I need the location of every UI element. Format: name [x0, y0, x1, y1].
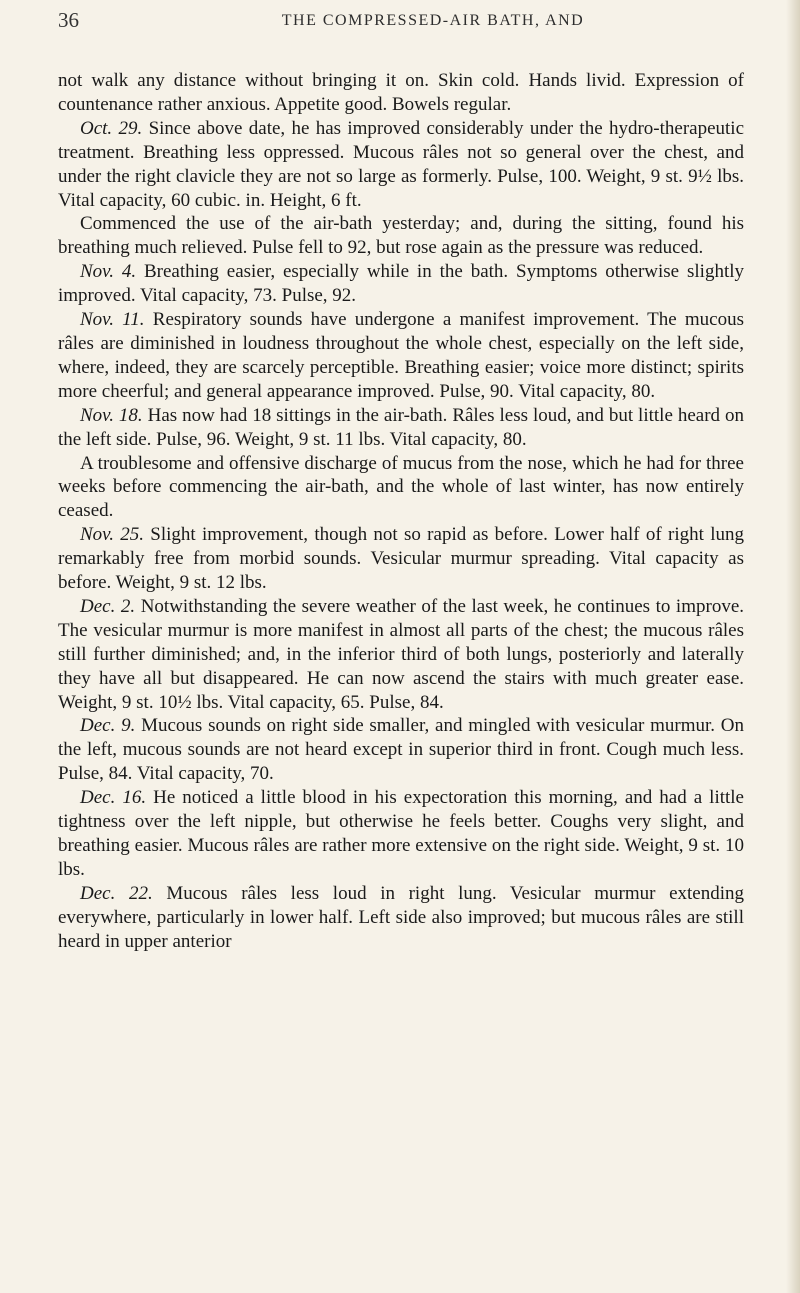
- paragraph: [58, 786, 744, 882]
- paragraph-text: Notwithstanding the severe weather of the last week, he continues to improve. The vesicular murmur is more manifest in almost all parts of the chest; the mucous râles still further diminished; and, in the inferior third of both lungs, posteriorly and laterally they have all but disappeared. He can now ascend the stairs with much greater ease. Weight, 9 st. 10½ lbs. Vital capacity, 65. Pulse, 84.: [58, 595, 745, 713]
- entry-date: Nov. 4.: [80, 261, 137, 283]
- paragraph-text: Respiratory sounds have undergone a manifest improvement. The mucous râles are diminished in loudness throughout the whole chest, especially on the left side, where, indeed, they are scarcely perceptible. Breathing easier; voice more distinct; spirits more cheerful; and general appearance improved. Pulse, 90. Vital capacity, 80.: [58, 309, 744, 402]
- paragraph-text: A troublesome and offensive discharge of mucus from the nose, which he had for three weeks before commencing the air-bath, and the whole of last winter, has now entirely ceased.: [58, 452, 744, 522]
- paragraph: [58, 452, 744, 524]
- entry-date: Dec. 9.: [80, 715, 136, 737]
- paragraph: [58, 714, 744, 786]
- paragraph: [58, 308, 744, 404]
- paragraph-text: Mucous sounds on right side smaller, and mingled with vesicular murmur. On the left, mucous sounds are not heard except in superior third in front. Cough much less. Pulse, 84. Vital capacity, 70.: [58, 715, 745, 785]
- entry-date: Dec. 2.: [80, 595, 136, 617]
- page-header: [58, 4, 748, 38]
- entry-date: Nov. 25.: [80, 524, 144, 546]
- paragraph-text: not walk any distance without bringing it on. Skin cold. Hands livid. Expression of countenance rather anxious. Appetite good. Bowels regular.: [58, 70, 744, 115]
- entry-date: Nov. 11.: [80, 309, 145, 331]
- paragraph-text: Breathing easier, especially while in the bath. Symptoms otherwise slightly improved. Vital capacity, 73. Pulse, 92.: [58, 261, 744, 307]
- running-head: THE COMPRESSED-AIR BATH, AND: [281, 12, 585, 29]
- paragraph: [58, 523, 744, 595]
- page-edge-shadow: [786, 0, 800, 1293]
- page-number: 36: [58, 8, 79, 32]
- entry-date: Oct. 29.: [80, 117, 143, 139]
- entry-date: Nov. 18.: [80, 404, 143, 426]
- paragraph: [58, 69, 744, 117]
- paragraph: [58, 212, 744, 260]
- paragraph-text: He noticed a little blood in his expectoration this morning, and had a little tightness over the left nipple, but otherwise he feels better. Coughs very slight, and breathing easier. Mucous râles are rather more extensive on the right side. Weight, 9 st. 10 lbs.: [58, 787, 744, 880]
- paragraph: [58, 595, 744, 715]
- paragraph-text: Mucous râles less loud in right lung. Vesicular murmur extending everywhere, particularly in lower half. Left side also improved; but mucous râles are still heard in upper anterior: [58, 882, 745, 952]
- paragraph-text: Has now had 18 sittings in the air-bath. Râles less loud, and but little heard on the left side. Pulse, 96. Weight, 9 st. 11 lbs. Vital capacity, 80.: [58, 404, 744, 450]
- paragraph-text: Slight improvement, though not so rapid as before. Lower half of right lung remarkably free from morbid sounds. Vesicular murmur spreading. Vital capacity as before. Weight, 9 st. 12 lbs.: [58, 524, 745, 594]
- paragraph-text: Since above date, he has improved considerably under the hydro-therapeutic treatment. Breathing less oppressed. Mucous râles not so general over the chest, and under the right clavicle they are not so large as formerly. Pulse, 100. Weight, 9 st. 9½ lbs. Vital capacity, 60 cubic. in. Height, 6 ft.: [58, 117, 745, 211]
- paragraph: [58, 260, 744, 308]
- paragraph: [58, 882, 744, 954]
- paragraph: [58, 404, 744, 452]
- paragraph: [58, 117, 744, 213]
- entry-date: Dec. 16.: [80, 787, 147, 809]
- paragraph-text: Commenced the use of the air-bath yesterday; and, during the sitting, found his breathing much relieved. Pulse fell to 92, but rose again as the pressure was reduced.: [58, 213, 744, 259]
- entry-date: Dec. 22.: [80, 882, 153, 904]
- body-text: [58, 69, 744, 954]
